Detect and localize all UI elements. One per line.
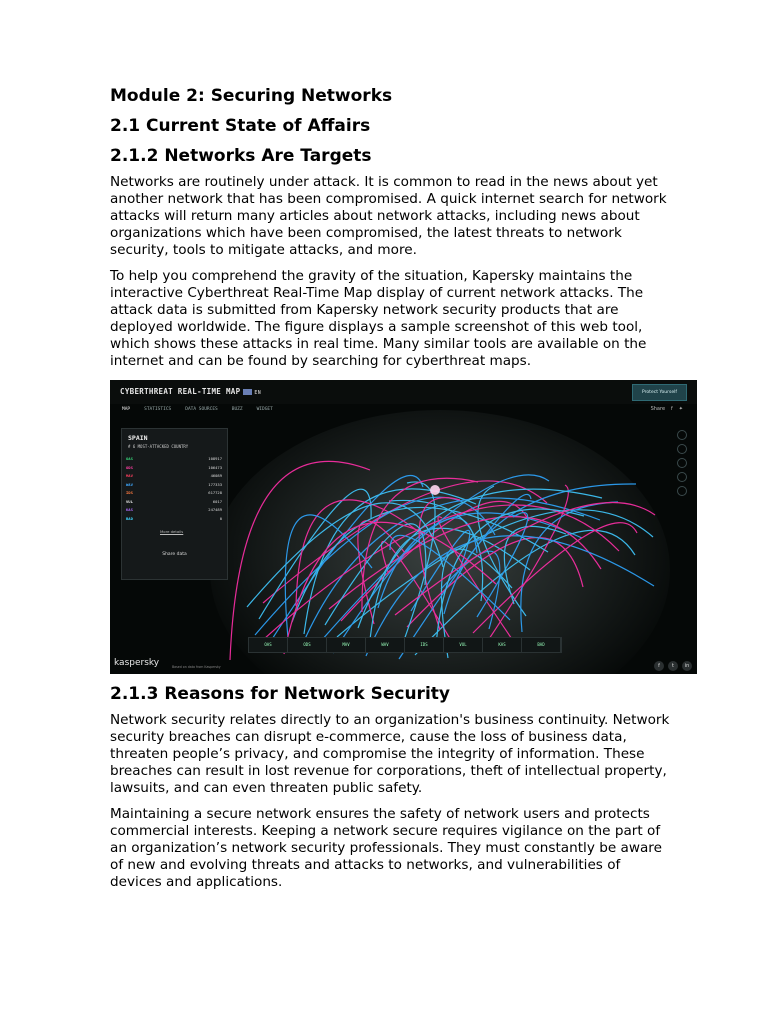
legend-item[interactable]: KAS [483,638,522,652]
map-title [120,387,261,396]
stat-key: ODS [126,464,133,470]
map-title-text: CYBERTHREAT REAL-TIME MAP [120,387,241,396]
more-details-link[interactable]: More details [160,529,184,534]
paragraph-business-continuity: Network security relates directly to an organization's business continuity. Network security breaches can disrupt e-commerce, cause the loss of business data, threaten people’s privacy, and compromise the integrity of information. These breaches can result in lost revenue for corporations, theft of intellectual property, lawsuits, and can even threaten public safety. [110,712,670,796]
stats-row [126,456,222,465]
stat-value: 46089 [210,473,222,478]
legend-strip [248,637,562,653]
protect-yourself-button[interactable]: Protect Yourself [632,384,687,401]
stats-list [126,456,222,524]
social-icons [654,661,692,671]
stat-value: 177333 [208,481,222,487]
share-bar [651,406,683,412]
stats-row [126,482,222,491]
stats-row [126,499,222,508]
nav-statistics[interactable]: STATISTICS [144,407,172,412]
flat-view-icon[interactable] [677,444,687,454]
demo-icon[interactable] [677,486,687,496]
paragraph-secure-network: Maintaining a secure network ensures the safety of network users and protects commercial interests. Keeping a network secure requires vigilance on the part of an organization’s network security professionals. They must constantly be aware of new and evolving threats and attacks to networks, and vulnerabilities of devices and applications. [110,806,662,890]
legend-item[interactable]: IDS [405,638,444,652]
stat-value: 0 [219,515,222,521]
share-data-label: Share data [162,552,187,557]
stat-key: VUL [126,498,133,504]
country-rank: # 6 MOST-ATTACKED COUNTRY [128,444,189,449]
share-label: Share [650,406,666,412]
twitter-icon[interactable]: ✦ [678,406,683,412]
facebook-icon[interactable]: f [671,406,673,412]
legend-item[interactable]: VUL [444,638,483,652]
facebook-icon[interactable]: f [654,661,664,671]
document-page [110,84,690,900]
country-name: SPAIN [128,434,148,442]
stats-row [126,516,222,525]
legend-item[interactable]: WAV [366,638,405,652]
legend-item[interactable]: MAV [327,638,366,652]
linkedin-icon[interactable]: in [682,661,692,671]
legend-item[interactable]: BAD [522,638,561,652]
subsection-title-reasons: 2.1.3 Reasons for Network Security [110,684,450,704]
stat-value: 617728 [208,490,222,495]
zoom-out-icon[interactable] [677,472,687,482]
stats-row [126,507,222,516]
nav-widget[interactable]: WIDGET [256,407,273,412]
stat-key: MAV [126,473,133,478]
language-label[interactable]: EN [254,390,262,396]
map-controls [677,430,687,496]
module-title: Module 2: Securing Networks [110,86,393,106]
nav-buzz[interactable]: BUZZ [231,407,243,412]
map-nav [122,407,273,412]
paragraph-networks-attacked: Networks are routinely under attack. It is common to read in the news about yet another network that has been compromised. A quick internet search for network attacks will return many articles about network attacks, including news about organizations which have been compromised, the latest threats to network security, tools to mitigate attacks, and more. [110,174,667,258]
stats-row [126,490,222,499]
stat-value: 106473 [208,464,222,470]
stats-row [126,465,222,474]
flag-icon [243,389,252,395]
globe-view-icon[interactable] [677,430,687,440]
stat-value: 247489 [208,507,222,512]
zoom-in-icon[interactable] [677,458,687,468]
legend-item[interactable]: ODS [288,638,327,652]
stat-key: OAS [126,456,133,461]
stat-key: KAS [126,507,133,512]
stat-value: 6017 [212,498,222,504]
paragraph-kapersky-map: To help you comprehend the gravity of the situation, Kapersky maintains the interactive Cyberthreat Real-Time Map display of current network attacks. The attack data is submitted from Kapersky network security products that are deployed worldwide. The figure displays a sample screenshot of this web tool, which shows these attacks in real time. Many similar tools are available on the internet and can be found by searching for cyberthreat maps. [110,268,647,369]
twitter-icon[interactable]: t [668,661,678,671]
map-topbar [110,380,697,404]
stat-key: BAD [126,515,133,521]
section-title: 2.1 Current State of Affairs [110,116,371,136]
legend-item[interactable]: OAS [249,638,288,652]
cyberthreat-map-figure [110,380,697,674]
hotspot [430,485,440,495]
brand-caption: Based on data from Kaspersky [172,665,221,669]
kaspersky-logo: kaspersky [114,658,160,668]
stat-key: IDS [126,490,133,495]
stat-key: WAV [126,481,133,487]
nav-map[interactable]: MAP [122,407,131,412]
nav-data-sources[interactable]: DATA SOURCES [185,407,218,412]
stats-row [126,473,222,482]
subsection-title-networks-targets: 2.1.2 Networks Are Targets [110,146,372,166]
country-stats-panel [121,428,228,580]
stat-value: 108917 [208,456,222,461]
